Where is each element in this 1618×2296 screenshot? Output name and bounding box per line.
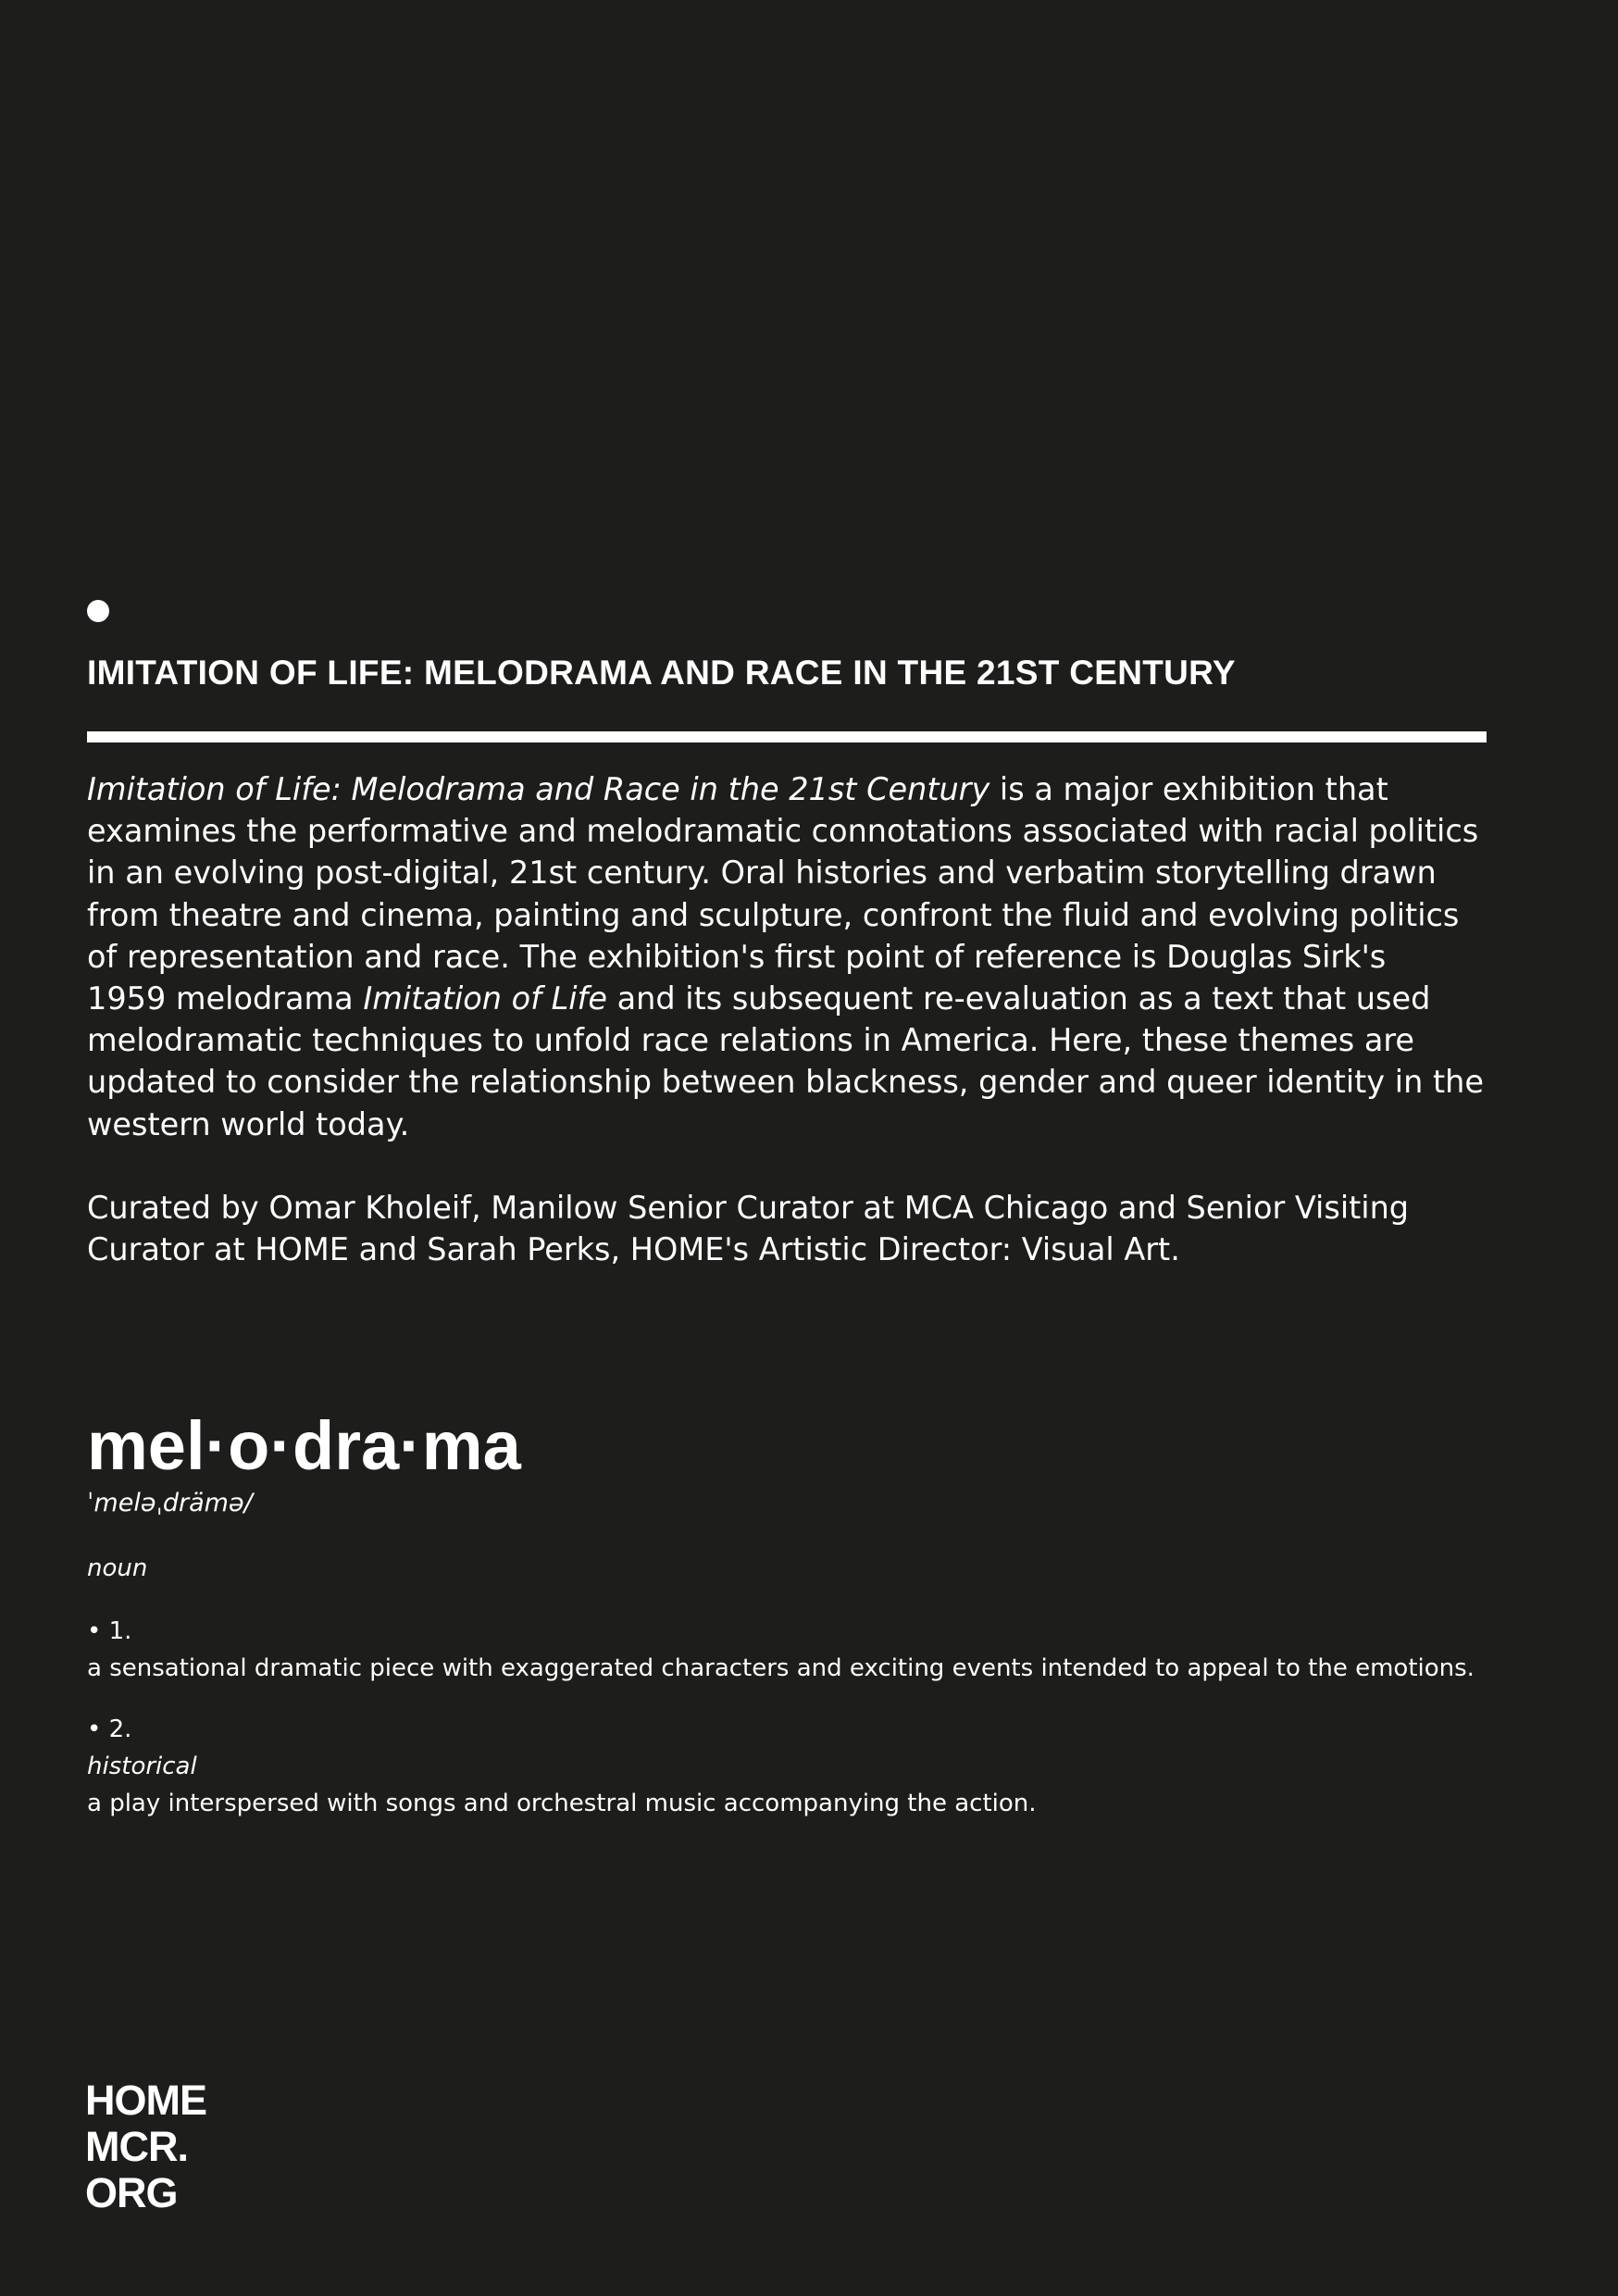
sense-1-text: a sensational dramatic piece with exaggerated characters and exciting events intended to appeal to the emotions.: [87, 1654, 1475, 1682]
intro-line-2: examines the performative and melodramatic connotations associated with racial politics: [87, 813, 1479, 850]
intro-line-6-rest: and its subsequent re-evaluation as a text that used: [606, 980, 1431, 1017]
title-divider: [87, 731, 1487, 742]
intro-italic-title: Imitation of Life: Melodrama and Race in the 21st Century: [87, 771, 990, 807]
intro-line-9: western world today.: [87, 1105, 410, 1142]
logo-line-2: MCR.: [85, 2123, 188, 2170]
credit-line-2: Curator at HOME and Sarah Perks, HOME's Artistic Director: Visual Art.: [87, 1231, 1180, 1268]
bullet-dot: [87, 600, 109, 622]
intro-line-4: from theatre and cinema, painting and sculpture, confront the fluid and evolving politics: [87, 896, 1460, 933]
exhibition-title: IMITATION OF LIFE: MELODRAMA AND RACE IN THE 21ST CENTURY: [87, 654, 1236, 692]
intro-line-8: updated to consider the relationship between blackness, gender and queer identity in the: [87, 1064, 1484, 1101]
definition-part-of-speech: noun: [87, 1554, 148, 1582]
intro-film-title: Imitation of Life: [363, 980, 607, 1017]
sense-2-text: a play interspersed with songs and orchestral music accompanying the action.: [87, 1790, 1037, 1817]
logo-line-1: HOME: [85, 2077, 206, 2124]
intro-line-6-start: 1959 melodrama: [87, 980, 364, 1017]
intro-line-5: of representation and race. The exhibition's first point of reference is Douglas Sirk's: [87, 938, 1387, 975]
intro-line-1: [87, 768, 1531, 810]
definition-sense-1: [87, 1613, 1475, 1687]
home-mcr-logo: [85, 2078, 206, 2216]
intro-line-3: in an evolving post-digital, 21st century. Oral histories and verbatim storytelling drawn: [87, 855, 1437, 892]
sense-2-number: • 2.: [87, 1716, 132, 1743]
logo-line-3: ORG: [85, 2169, 178, 2216]
intro-paragraph: [87, 768, 1531, 1145]
intro-line-1-rest: is a major exhibition that: [989, 771, 1388, 807]
intro-line-7: melodramatic techniques to unfold race relations in America. Here, these themes are: [87, 1022, 1415, 1059]
definition-sense-2: [87, 1711, 1037, 1822]
definition-pronunciation: ˈmeləˌdrämə/: [87, 1489, 253, 1517]
intro-line-6: [87, 978, 1531, 1019]
sense-1-number: • 1.: [87, 1617, 132, 1645]
curator-credit: [87, 1187, 1531, 1270]
credit-line-1: Curated by Omar Kholeif, Manilow Senior Curator at MCA Chicago and Senior Visiting: [87, 1190, 1410, 1226]
sense-2-label: historical: [87, 1753, 197, 1780]
definition-headword: mel·o·dra·ma: [87, 1407, 521, 1484]
